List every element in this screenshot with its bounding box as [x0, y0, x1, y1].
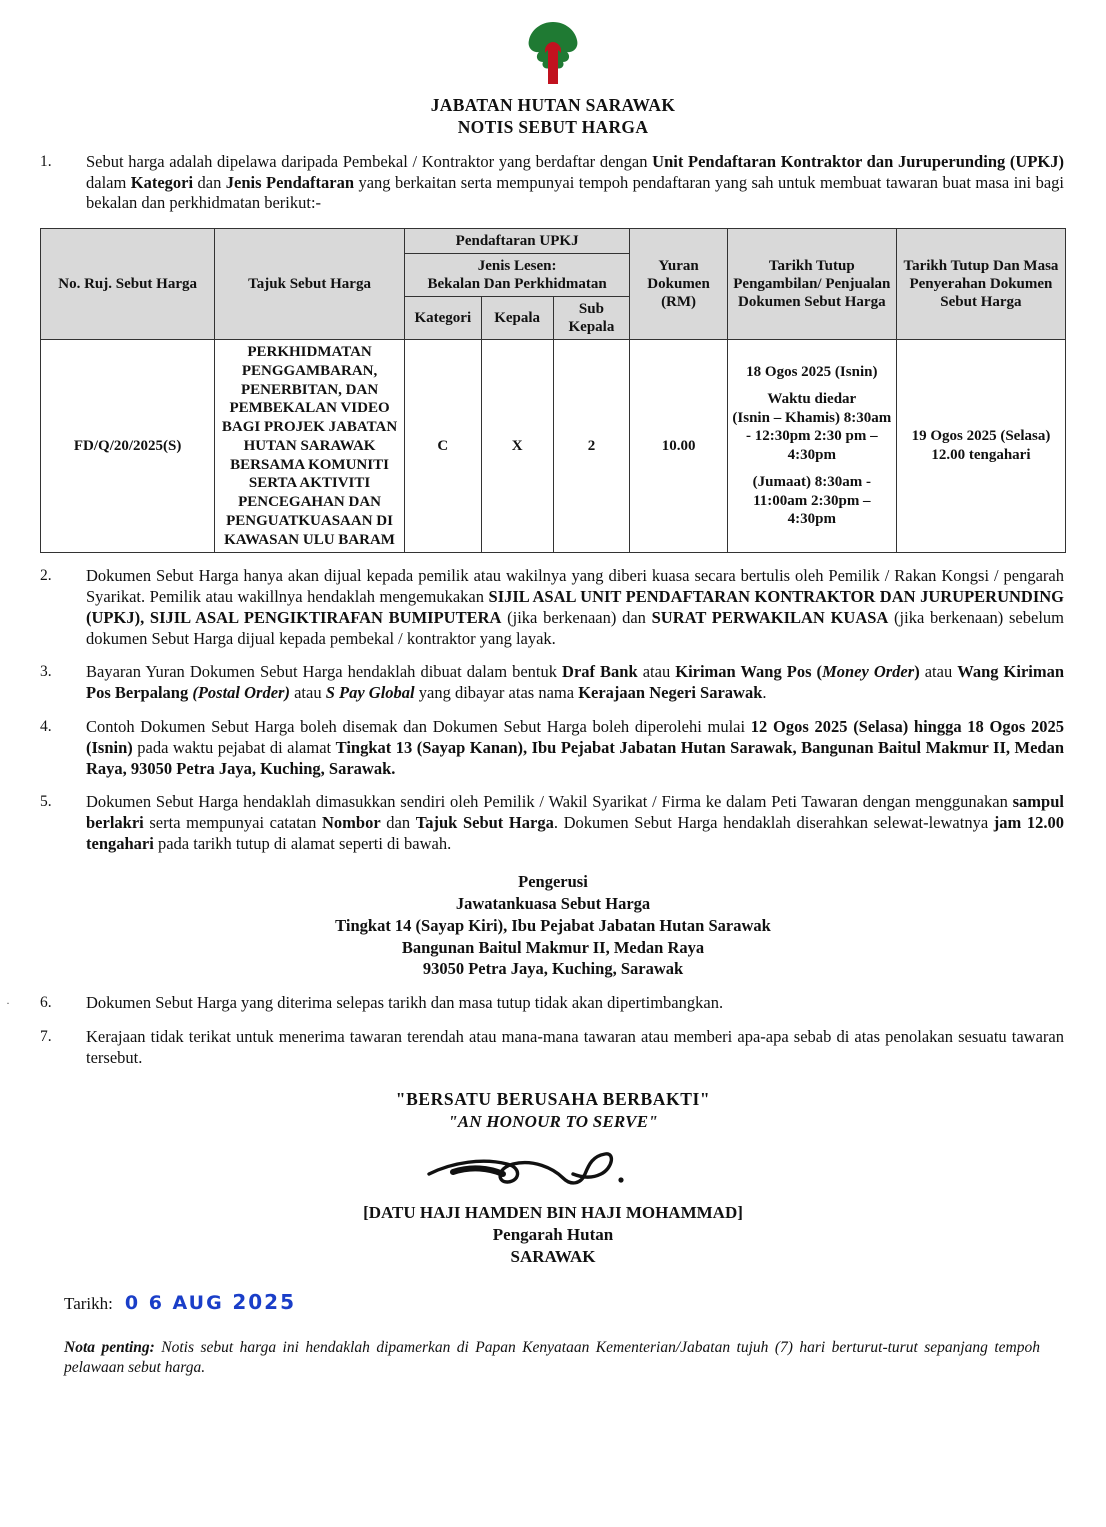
collect-hours-friday: (Jumaat) 8:30am - 11:00am 2:30pm – 4:30pm [752, 473, 871, 528]
clause-2-bold-2: SURAT PERWAKILAN KUASA [651, 607, 889, 627]
cell-close-submit: 19 Ogos 2025 (Selasa) 12.00 tengahari [896, 340, 1065, 553]
clause-5-bold-1: sampul berlakri [86, 792, 1064, 833]
clause-5-body [86, 792, 1066, 854]
th-upkj: Pendaftaran UPKJ [404, 229, 630, 254]
clause-4-bold-2: Tingkat 13 (Sayap Kanan), Ibu Pejabat Jabatan Hutan Sarawak, Bangunan Baitul Makmur II, Medan Raya, 93050 Petra Jaya, Kuching, Sarawak. [86, 737, 1064, 778]
address-line-4: Bangunan Baitul Makmur II, Medan Raya [401, 937, 705, 957]
signer-state: SARAWAK [510, 1246, 596, 1266]
clause-3-number: 3. [40, 663, 52, 681]
collect-hours-title: Waktu diedar [767, 390, 857, 407]
clause-1 [40, 152, 1066, 214]
clause-3 [40, 662, 1066, 704]
th-kategori: Kategori [404, 297, 481, 340]
date-stamp [125, 1290, 296, 1314]
spacer-2 [732, 465, 892, 473]
th-ref-no: No. Ruj. Sebut Harga [41, 229, 215, 340]
clause-7-body: Kerajaan tidak terikat untuk menerima tawaran terendah atau mana-mana tawaran atau memberi apa-apa sebab di atas penolakan sesuatu tawaran tersebut. [86, 1027, 1064, 1067]
clause-1-bold-3: Jenis Pendaftaran [225, 172, 354, 192]
spacer-1 [732, 382, 892, 390]
cell-ref-no: FD/Q/20/2025(S) [41, 340, 215, 553]
clause-4-text-1: Contoh Dokumen Sebut Harga boleh disemak dan Dokumen Sebut Harga boleh diperolehi mulai [86, 717, 751, 737]
cell-kategori: C [404, 340, 481, 553]
cell-kepala: X [481, 340, 553, 553]
th-yuran: Yuran Dokumen (RM) [630, 229, 727, 340]
clause-4 [40, 717, 1066, 779]
clause-2-text-2: (jika berkenaan) dan [501, 607, 652, 627]
clause-5-text-2: serta mempunyai catatan [143, 813, 322, 833]
clause-3-text-6: . [762, 683, 767, 703]
th-licence-type-line2: Bekalan Dan Perkhidmatan [427, 276, 607, 293]
note-label: Nota penting: [64, 1339, 155, 1357]
clause-3-bold-1: Draf Bank [562, 662, 638, 682]
clause-2-text-1: Dokumen Sebut Harga hanya akan dijual kepada pemilik atau wakilnya yang diberi kuasa secara bertulis oleh Pemilik / Rakan Kongsi / pengarah Syarikat. Pemilik atau wakillnya hendaklah mengemukakan [86, 566, 1064, 607]
clause-1-bold-2: Kategori [130, 172, 194, 192]
clause-6-body: Dokumen Sebut Harga yang diterima selepas tarikh dan masa tutup tidak akan dipertimbangkan. [86, 993, 724, 1013]
th-kepala: Kepala [481, 297, 553, 340]
date-stamp-day: 0 6 [124, 1292, 164, 1315]
date-row [64, 1290, 1066, 1314]
clause-3-text-3: atau [919, 662, 958, 682]
org-name: JABATAN HUTAN SARAWAK [430, 95, 676, 115]
important-note [64, 1338, 1040, 1378]
clause-4-body [86, 717, 1066, 779]
th-title: Tajuk Sebut Harga [215, 229, 405, 340]
motto-bm: "BERSATU BERUSAHA BERBAKTI" [395, 1088, 711, 1109]
collect-date: 18 Ogos 2025 (Isnin) [746, 364, 878, 381]
clause-5-text-1: Dokumen Sebut Harga hendaklah dimasukkan sendiri oleh Pemilik / Wakil Syarikat / Firma ke dalam Peti Tawaran dengan menggunakan [86, 792, 1013, 812]
document-header [40, 95, 1066, 139]
clause-4-number: 4. [40, 718, 52, 736]
clause-1-text-2: dalam [86, 172, 131, 192]
signer-block [40, 1202, 1066, 1268]
clause-5-text-5: pada tarikh tutup di alamat seperti di bawah. [153, 833, 452, 853]
clause-5-bold-4: jam 12.00 tengahari [86, 813, 1065, 853]
table-row [41, 340, 1066, 553]
logo-container [40, 20, 1066, 91]
th-licence-type [404, 254, 630, 297]
cell-yuran: 10.00 [630, 340, 727, 553]
clause-4-bold-1: 12 Ogos 2025 (Selasa) hingga 18 Ogos 2025 (Isnin) [86, 717, 1064, 757]
clause-5-text-4: . Dokumen Sebut Harga hendaklah diserahkan selewat-lewatnya [553, 813, 994, 833]
clause-3-text-5: yang dibayar atas nama [414, 683, 579, 703]
clause-1-text-1: Sebut harga adalah dipelawa daripada Pembekal / Kontraktor yang berdaftar dengan [86, 151, 653, 171]
page-edge-mark: · [6, 996, 10, 1010]
date-stamp-month: AUG [172, 1292, 224, 1315]
motto-block [40, 1089, 1066, 1132]
clause-5-bold-3: Tajuk Sebut Harga [415, 813, 554, 833]
clause-6 [40, 993, 1066, 1014]
clause-2-number: 2. [40, 567, 52, 585]
table-header-row-1 [41, 229, 1066, 254]
clause-2-text-3: (jika berkenaan) sebelum dokumen Sebut Harga dijual kepada pembekal / kontraktor yang layak. [86, 607, 1064, 648]
th-sub-kepala: Sub Kepala [553, 297, 630, 340]
cell-title: PERKHIDMATAN PENGGAMBARAN, PENERBITAN, DAN PEMBEKALAN VIDEO BAGI PROJEK JABATAN HUTAN SARAWAK BERSAMA KOMUNITI SERTA AKTIVITI PENCEGAHAN DAN PENGUATKUASAAN DI KAWASAN ULU BARAM [215, 340, 405, 553]
motto-en: "AN HONOUR TO SERVE" [448, 1111, 658, 1131]
quotation-table [40, 228, 1066, 553]
collect-hours-weekday: (Isnin – Khamis) 8:30am - 12:30pm 2:30 pm – 4:30pm [732, 409, 892, 464]
clause-4-text-2: pada waktu pejabat di alamat [132, 737, 336, 757]
signer-position: Pengarah Hutan [492, 1224, 614, 1244]
tree-logo-icon [521, 20, 585, 86]
clause-3-bold-3: ) [914, 662, 920, 682]
clause-3-bolditalic-1: Money Order [822, 662, 915, 682]
clause-1-text-4: yang berkaitan serta mempunyai tempoh pendaftaran yang sah untuk membuat tawaran buat masa ini bagi bekalan dan perkhidmatan berikut:- [86, 172, 1064, 213]
cell-close-collect [727, 340, 896, 553]
clause-3-bolditalic-3: S Pay Global [325, 683, 415, 703]
clause-5-bold-2: Nombor [322, 813, 381, 833]
clause-3-text-4: atau [289, 683, 326, 703]
submission-address [40, 871, 1066, 981]
clause-2 [40, 566, 1066, 649]
clause-1-body [86, 152, 1066, 214]
address-line-1: Pengerusi [518, 871, 588, 891]
clause-1-text-3: dan [193, 172, 226, 192]
date-stamp-year: 2025 [232, 1290, 296, 1315]
clause-1-bold-1: Unit Pendaftaran Kontraktor dan Juruperunding (UPKJ) [652, 151, 1064, 171]
clause-2-body [86, 566, 1066, 649]
address-line-5: 93050 Petra Jaya, Kuching, Sarawak [422, 959, 684, 979]
clause-6-number: 6. [40, 994, 52, 1012]
th-licence-type-line1: Jenis Lesen: [477, 258, 557, 275]
clause-3-text-2: atau [637, 662, 676, 682]
clause-5-text-3: dan [380, 813, 416, 833]
address-line-2: Jawatankuasa Sebut Harga [455, 893, 651, 913]
signature-container [40, 1144, 1066, 1202]
th-close-submit: Tarikh Tutup Dan Masa Penyerahan Dokumen Sebut Harga [896, 229, 1065, 340]
clause-1-number: 1. [40, 152, 52, 170]
clause-3-bold-2: Kiriman Wang Pos ( [675, 662, 823, 682]
clause-3-bold-4: Wang Kiriman Pos Berpalang [86, 662, 1065, 703]
clause-3-bolditalic-2: (Postal Order) [192, 683, 290, 703]
address-line-3: Tingkat 14 (Sayap Kiri), Ibu Pejabat Jabatan Hutan Sarawak [335, 915, 771, 935]
note-text: Notis sebut harga ini hendaklah dipamerkan di Papan Kenyataan Kementerian/Jabatan tujuh (7) hari berturut-turut sepanjang tempoh pelawaan sebut harga. [64, 1339, 1040, 1377]
clause-7-number: 7. [40, 1028, 52, 1046]
clause-2-bold-1: SIJIL ASAL UNIT PENDAFTARAN KONTRAKTOR DAN JURUPERUNDING (UPKJ), SIJIL ASAL PENGIKTIRAFAN BUMIPUTERA [86, 587, 1065, 627]
clause-5 [40, 792, 1066, 854]
clause-5-number: 5. [40, 793, 52, 811]
clause-7 [40, 1027, 1066, 1069]
signer-name: [DATU HAJI HAMDEN BIN HAJI MOHAMMAD] [363, 1202, 743, 1222]
cell-sub-kepala: 2 [553, 340, 630, 553]
date-label: Tarikh: [64, 1294, 113, 1314]
clause-3-bold-5: Kerajaan Negeri Sarawak [578, 683, 763, 703]
th-close-collect: Tarikh Tutup Pengambilan/ Penjualan Dokumen Sebut Harga [727, 229, 896, 340]
clause-3-body [86, 662, 1066, 704]
clause-3-text-1: Bayaran Yuran Dokumen Sebut Harga hendaklah dibuat dalam bentuk [86, 662, 563, 682]
doc-type: NOTIS SEBUT HARGA [457, 116, 649, 137]
